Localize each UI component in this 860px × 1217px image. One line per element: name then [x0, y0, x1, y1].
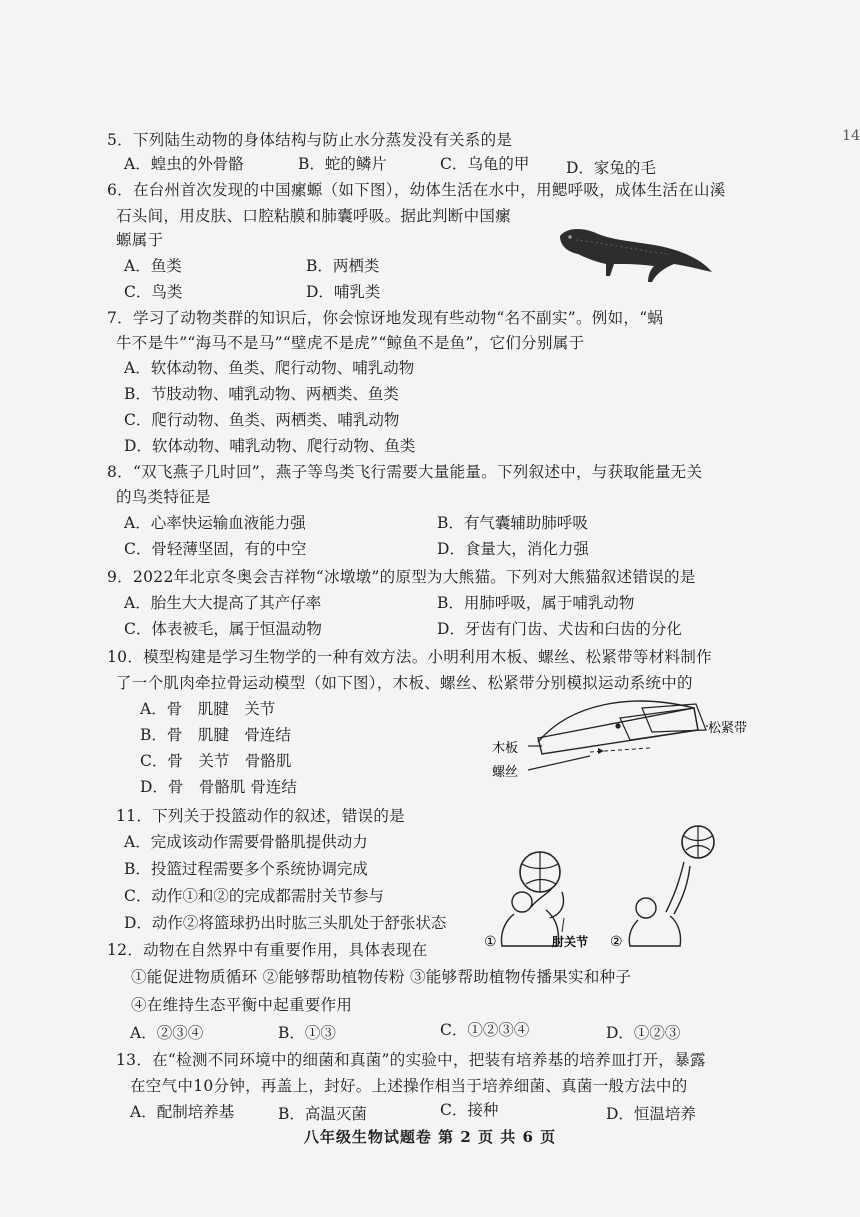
q9-option-d: D．牙齿有门齿、犬齿和臼齿的分化 [437, 620, 682, 638]
q10-option-c: C．骨 关节 骨骼肌 [140, 752, 292, 770]
q9-option-c: C．体表被毛，属于恒温动物 [124, 620, 322, 638]
q11-stem: 11．下列关于投篮动作的叙述，错误的是 [116, 807, 405, 825]
q13-stem-line1: 13．在“检测不同环境中的细菌和真菌”的实验中，把装有培养基的培养皿打开，暴露 [116, 1051, 706, 1069]
q7-option-a: A．软体动物、鱼类、爬行动物、哺乳动物 [124, 359, 415, 377]
diagram-label-screw: 螺丝 [492, 765, 519, 780]
diagram-label-band: 松紧带 [708, 721, 748, 736]
q13-option-a: A．配制培养基 [130, 1103, 235, 1121]
q5-option-a: A．蝗虫的外骨骼 [124, 155, 244, 173]
q6-stem-line3: 螈属于 [116, 231, 164, 249]
q11-option-a: A．完成该动作需要骨骼肌提供动力 [124, 833, 368, 851]
q10-option-a: A．骨 肌腱 关节 [140, 700, 276, 718]
q13-option-d: D．恒温培养 [606, 1105, 696, 1123]
q13-option-c: C．接种 [440, 1101, 499, 1119]
q8-option-a: A．心率快运输血液能力强 [124, 514, 306, 532]
q9-stem: 9．2022年北京冬奥会吉祥物“冰墩墩”的原型为大熊猫。下列对大熊猫叙述错误的是 [107, 568, 696, 586]
salamander-image [556, 220, 716, 288]
q5-option-b: B．蛇的鳞片 [298, 155, 387, 173]
q5-stem: 5．下列陆生动物的身体结构与防止水分蒸发没有关系的是 [107, 131, 513, 149]
q8-stem-line2: 的鸟类特征是 [116, 488, 211, 506]
q12-stem: 12．动物在自然界中有重要作用，具体表现在 [107, 941, 428, 959]
q11-option-c: C．动作①和②的完成都需肘关节参与 [124, 887, 384, 905]
q9-option-b: B．用肺呼吸，属于哺乳动物 [437, 594, 635, 612]
q6-stem-line2: 石头间，用皮肤、口腔粘膜和肺囊呼吸。据此判断中国瘰 [116, 207, 512, 225]
q12-option-b: B．①③ [278, 1024, 336, 1042]
q13-stem-line2: 在空气中10分钟，再盖上，封好。上述操作相当于培养细菌、真菌一般方法中的 [130, 1077, 688, 1095]
q7-stem-line1: 7．学习了动物类群的知识后，你会惊讶地发现有些动物“名不副实”。例如，“蜗 [107, 309, 664, 327]
figure-label-elbow: 肘关节 [552, 935, 589, 949]
basketball-shooting-figure [480, 822, 730, 950]
page-edge-number: 14 [842, 128, 860, 144]
page-footer: 八年级生物试题卷 第 2 页 共 6 页 [303, 1128, 557, 1146]
q8-option-c: C．骨轻薄坚固，有的中空 [124, 540, 307, 558]
q6-option-d: D．哺乳类 [306, 283, 381, 301]
q10-stem-line1: 10．模型构建是学习生物学的一种有效方法。小明利用木板、螺丝、松紧带等材料制作 [107, 648, 712, 666]
q5-option-c: C．乌龟的甲 [440, 155, 530, 173]
figure-label-one: ① [484, 934, 497, 950]
q9-option-a: A．胎生大大提高了其产仔率 [124, 594, 322, 612]
q7-option-d: D．软体动物、哺乳动物、爬行动物、鱼类 [124, 437, 416, 455]
q10-stem-line2: 了一个肌肉牵拉骨运动模型（如下图），木板、螺丝、松紧带分别模拟运动系统中的 [116, 674, 693, 692]
q6-option-c: C．鸟类 [124, 283, 183, 301]
q11-option-d: D．动作②将篮球扔出时肱三头肌处于舒张状态 [124, 914, 447, 932]
q8-stem-line1: 8．“双飞燕子几时回”，燕子等鸟类飞行需要大量能量。下列叙述中，与获取能量无关 [107, 463, 703, 481]
figure-label-two: ② [610, 934, 623, 950]
q5-option-d: D．家兔的毛 [566, 159, 656, 177]
q10-option-b: B．骨 肌腱 骨连结 [140, 726, 291, 744]
q8-option-b: B．有气囊辅助肺呼吸 [437, 514, 588, 532]
q12-option-c: C．①②③④ [440, 1021, 530, 1039]
q8-option-d: D．食量大，消化力强 [437, 540, 589, 558]
q11-option-b: B．投篮过程需要多个系统协调完成 [124, 860, 368, 878]
q7-option-b: B．节肢动物、哺乳动物、两栖类、鱼类 [124, 385, 399, 403]
q13-option-b: B．高温灭菌 [278, 1105, 367, 1123]
q7-stem-line2: 牛不是牛”“海马不是马”“壁虎不是虎”“鲸鱼不是鱼”，它们分别属于 [116, 334, 585, 352]
muscle-model-diagram [480, 690, 780, 782]
q12-items-line2: ④在维持生态平衡中起重要作用 [131, 996, 353, 1014]
q10-option-d: D．骨 骨骼肌 骨连结 [140, 778, 297, 796]
q12-option-a: A．②③④ [130, 1024, 204, 1042]
q12-option-d: D．①②③ [606, 1024, 681, 1042]
diagram-label-board: 木板 [492, 741, 519, 756]
q6-option-a: A．鱼类 [124, 257, 182, 275]
q6-stem-line1: 6．在台州首次发现的中国瘰螈（如下图），幼体生活在水中，用鳃呼吸，成体生活在山溪 [107, 181, 726, 199]
q6-option-b: B．两栖类 [306, 257, 380, 275]
q7-option-c: C．爬行动物、鱼类、两栖类、哺乳动物 [124, 411, 400, 429]
q12-items-line1: ①能促进物质循环 ②能够帮助植物传粉 ③能够帮助植物传播果实和种子 [131, 968, 632, 986]
